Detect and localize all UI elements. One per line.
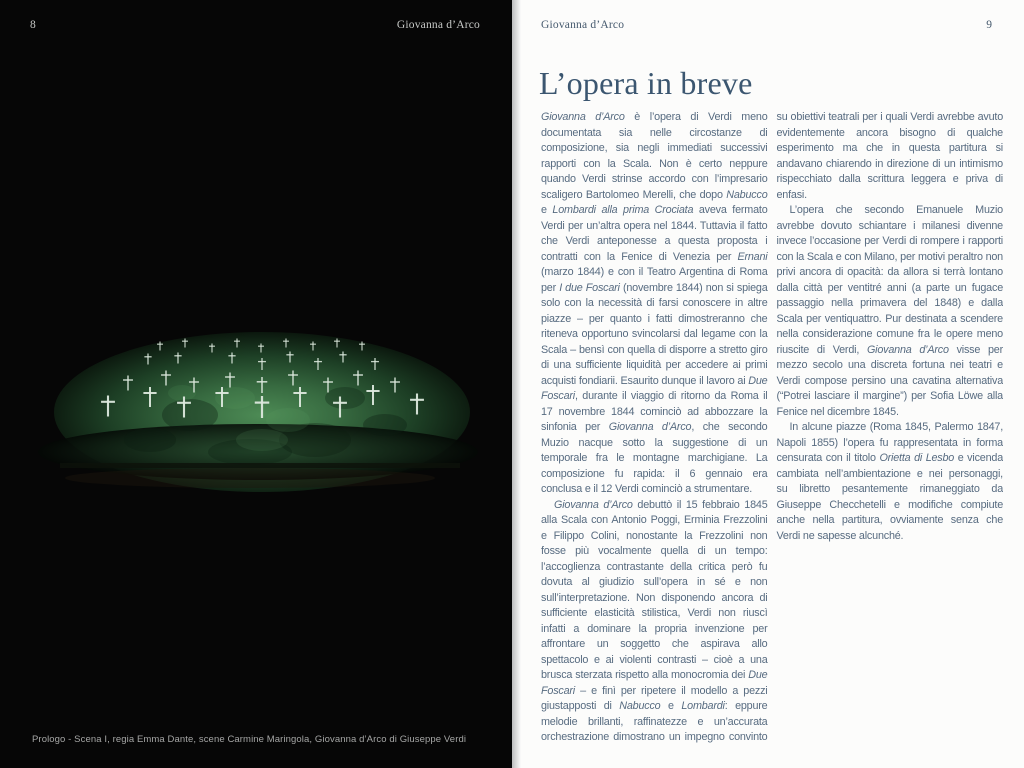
paragraph: Giovanna d’Arco è l’opera di Verdi meno documentata sia nelle circostanze di composizione, sia negli immediati successivi rapporti con la Scala. Non è certo neppure quando Verdi strinse accordo con l’impresario scaligero Bartolomeo Merelli, che dopo Nabucco e Lombardi alla prima Crociata aveva fermato Verdi per un’altra opera nel 1844. Tuttavia il fatto che Verdi anteponesse a questa proposta i contratti con la Fenice di Venezia per Ernani (marzo 1844) e con il Teatro Argentina di Roma per I due Foscari (novembre 1844) non si spiega solo con la necessità di farsi conoscere in altre piazze – per quanto i fatti dimostreranno che riteneva opportuno svincolarsi dal legame con la Scala – bensì con quella di disporre a stretto giro di una sufficiente liquidità per accedere ai primi acquisti fondiarii. Esaurito dunque il lavoro ai Due Foscari, durante il viaggio di ritorno da Roma il 17 novembre 1844 cominciò ad abbozzare la sinfonia per Giovanna d’Arco, che secondo Muzio nacque sotto la suggestione di un temporale fra le montagne marchigiane. La composizione fu rapida: il 6 gennaio era conclusa e il 12 Verdi cominciò a strumentare. xyxy=(541,111,768,495)
paragraph: L’opera che secondo Emanuele Muzio avrebbe dovuto schiantare i milanesi divenne invece l’occasione per Verdi di rompere i rapporti con la Scala e con Milano, per motivi peraltro non privi ancora di opacità: da allora si terrà lontano dalla città per ventitré anni (a parte un fugace passaggio nella primavera del 1848) e dalla Scala per ventiquattro. Pur destinata a scendere nella considerazione comune fra le opere meno riuscite di Verdi, Giovanna d’Arco visse per mezzo secolo una discreta fortuna nei teatri e Verdi compose persino una cavatina alternativa (“Potrei lasciare il margine”) per Sofia Löwe alla Fenice nel dicembre 1845. xyxy=(776,204,1003,418)
photo-caption: Prologo - Scena I, regia Emma Dante, scene Carmine Maringola, Giovanna d’Arco di Giuseppe Verdi xyxy=(32,734,467,745)
right-running-header: Giovanna d’Arco xyxy=(541,19,625,31)
right-page xyxy=(512,0,1024,768)
left-running-header: Giovanna d’Arco xyxy=(396,19,480,31)
paragraph: In alcune piazze (Roma 1845, Palermo 1847, Napoli 1855) l’opera fu rappresentata in forma censurata con il titolo Orietta di Lesbo e vicenda cambiata nell’ambientazione e nei personaggi, su libretto pesantemente rimaneggiato da Giuseppe Checchetelli e modifiche compiute anche nella partitura, ovviamente senza che Verdi ne sapesse alcunché. xyxy=(776,421,1003,542)
page-title: L’opera in breve xyxy=(539,65,753,102)
right-page-number: 9 xyxy=(986,19,992,31)
left-page-number: 8 xyxy=(30,19,36,31)
paragraph: Giovanna d’Arco debuttò il 15 febbraio 1845 alla Scala con Antonio Poggi, Erminia Frezzolini e Filippo Colini, nonostante la Frezzolini non fosse più vocalmente quella di un tempo: l’accoglienza contrastante della critica però fu dovuta al giudizio sull’opera in sé e non sull’interpretazione. Non disponendo ancora di sufficiente elasticità stilistica, Verdi non riuscì infatti a dominare la propria invenzione per affrontare un soggetto che aspirava allo spettacolo e ai violenti contrasti – cioè a una brusca sterzata rispetto alla monocromia dei Due Foscari – e finì per ripetere il modello a pezzi giustapposti di Nabucco e Lombardi: eppure melodie brillanti, raffinatezze e un’accurata orchestrazione dimostrano un impegno convinto su obiettivi teatrali per i quali Verdi avrebbe avuto evidentemente ancora bisogno di qualche esperimento ma che in questa partitura si andavano chiarendo in direzione di un intimismo rispecchiato dalla scrittura leggera e priva di enfasi. xyxy=(541,111,1003,743)
body-columns xyxy=(541,110,1003,760)
